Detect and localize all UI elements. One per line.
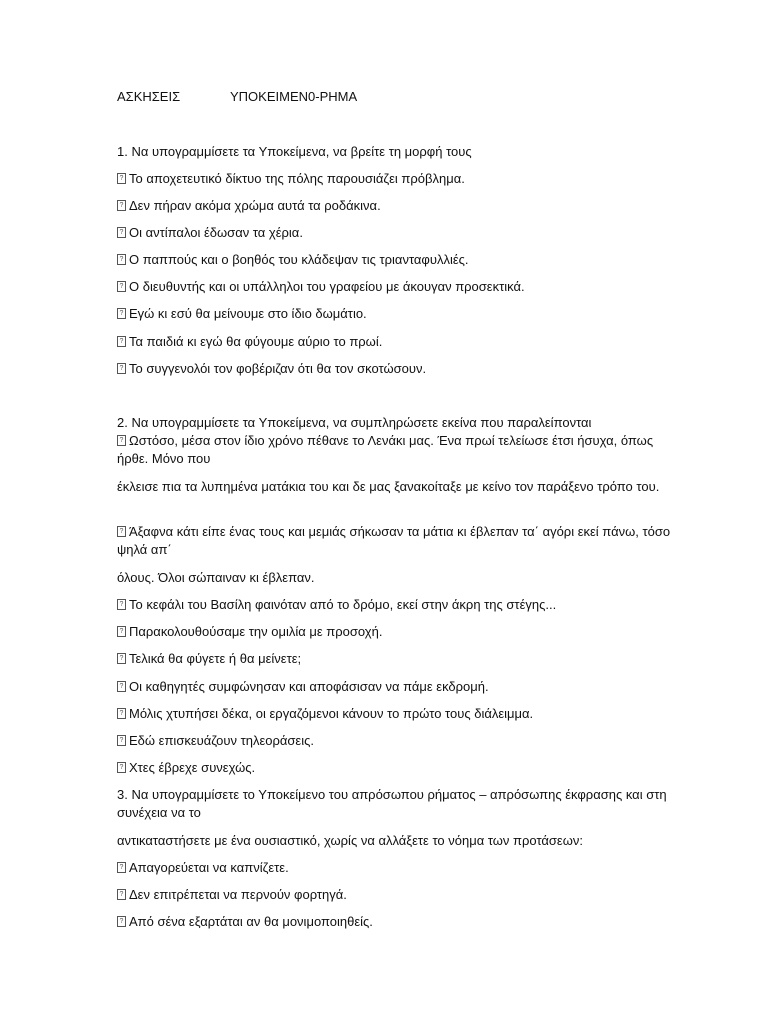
missing-glyph-icon bbox=[117, 336, 126, 347]
missing-glyph-icon bbox=[117, 889, 126, 900]
section2-paragraph: ?Ωστόσο, μέσα στον ίδιο χρόνο πέθανε το Λενάκι μας. Ένα πρωί τελείωσε έτσι ήσυχα, όπως ήρθε. Μόνο που bbox=[117, 432, 672, 468]
list-item: ?Τελικά θα φύγετε ή θα μείνετε; bbox=[117, 650, 301, 668]
missing-glyph-icon bbox=[117, 200, 126, 211]
missing-glyph-icon bbox=[117, 762, 126, 773]
list-item: ?Απαγορεύεται να καπνίζετε. bbox=[117, 859, 289, 877]
list-item: ?Μόλις χτυπήσει δέκα, οι εργαζόμενοι κάνουν το πρώτο τους διάλειμμα. bbox=[117, 705, 533, 723]
list-item: ?Παρακολουθούσαμε την ομιλία με προσοχή. bbox=[117, 623, 382, 641]
missing-glyph-icon bbox=[117, 254, 126, 265]
section2-paragraph: ?Άξαφνα κάτι είπε ένας τους και μεμιάς σήκωσαν τα μάτια κι έβλεπαν τα΄ αγόρι εκεί πάνω, τόσο ψηλά απ΄ bbox=[117, 523, 672, 559]
section2-paragraph-cont: έκλεισε πια τα λυπημένα ματάκια του και δε μας ξανακοίταξε με κείνο τον παράξενο τρόπο του. bbox=[117, 479, 660, 494]
missing-glyph-icon bbox=[117, 626, 126, 637]
list-item: ?Ο παππούς και ο βοηθός του κλάδεψαν τις τριανταφυλλιές. bbox=[117, 251, 469, 269]
missing-glyph-icon bbox=[117, 281, 126, 292]
list-item: ?Από σένα εξαρτάται αν θα μονιμοποιηθείς. bbox=[117, 913, 373, 931]
header-label: ΑΣΚΗΣΕΙΣ bbox=[117, 89, 181, 104]
section3-title-cont: αντικαταστήσετε με ένα ουσιαστικό, χωρίς να αλλάξετε το νόημα των προτάσεων: bbox=[117, 833, 583, 848]
list-item: ?Εγώ κι εσύ θα μείνουμε στο ίδιο δωμάτιο. bbox=[117, 305, 367, 323]
missing-glyph-icon bbox=[117, 435, 126, 446]
missing-glyph-icon bbox=[117, 862, 126, 873]
missing-glyph-icon bbox=[117, 708, 126, 719]
missing-glyph-icon bbox=[117, 363, 126, 374]
missing-glyph-icon bbox=[117, 173, 126, 184]
missing-glyph-icon bbox=[117, 599, 126, 610]
list-item: ?Τα παιδιά κι εγώ θα φύγουμε αύριο το πρωί. bbox=[117, 333, 382, 351]
missing-glyph-icon bbox=[117, 916, 126, 927]
header-topic: ΥΠΟΚΕΙΜΕΝ0-ΡΗΜΑ bbox=[230, 89, 358, 104]
list-item: ?Το κεφάλι του Βασίλη φαινόταν από το δρόμο, εκεί στην άκρη της στέγης... bbox=[117, 596, 556, 614]
missing-glyph-icon bbox=[117, 308, 126, 319]
section1-title: 1. Να υπογραμμίσετε τα Υποκείμενα, να βρείτε τη μορφή τους bbox=[117, 144, 472, 159]
list-item: ?Οι αντίπαλοι έδωσαν τα χέρια. bbox=[117, 224, 303, 242]
missing-glyph-icon bbox=[117, 681, 126, 692]
list-item: ?Δεν επιτρέπεται να περνούν φορτηγά. bbox=[117, 886, 347, 904]
list-item: ?Χτες έβρεχε συνεχώς. bbox=[117, 759, 255, 777]
missing-glyph-icon bbox=[117, 227, 126, 238]
section2-title: 2. Να υπογραμμίσετε τα Υποκείμενα, να συμπληρώσετε εκείνα που παραλείπονται bbox=[117, 415, 592, 430]
section2-paragraph-cont: όλους. Όλοι σώπαιναν κι έβλεπαν. bbox=[117, 570, 315, 585]
list-item: ?Το αποχετευτικό δίκτυο της πόλης παρουσιάζει πρόβλημα. bbox=[117, 170, 465, 188]
list-item: ?Εδώ επισκευάζουν τηλεοράσεις. bbox=[117, 732, 314, 750]
missing-glyph-icon bbox=[117, 735, 126, 746]
list-item: ?Οι καθηγητές συμφώνησαν και αποφάσισαν να πάμε εκδρομή. bbox=[117, 678, 489, 696]
list-item: ?Το συγγενολόι τον φοβέριζαν ότι θα τον σκοτώσουν. bbox=[117, 360, 426, 378]
missing-glyph-icon bbox=[117, 526, 126, 537]
list-item: ?Δεν πήραν ακόμα χρώμα αυτά τα ροδάκινα. bbox=[117, 197, 381, 215]
missing-glyph-icon bbox=[117, 653, 126, 664]
section3-title: 3. Να υπογραμμίσετε το Υποκείμενο του απρόσωπου ρήματος – απρόσωπης έκφρασης και στη συνέχεια να το bbox=[117, 787, 667, 820]
list-item: ?Ο διευθυντής και οι υπάλληλοι του γραφείου με άκουγαν προσεκτικά. bbox=[117, 278, 525, 296]
